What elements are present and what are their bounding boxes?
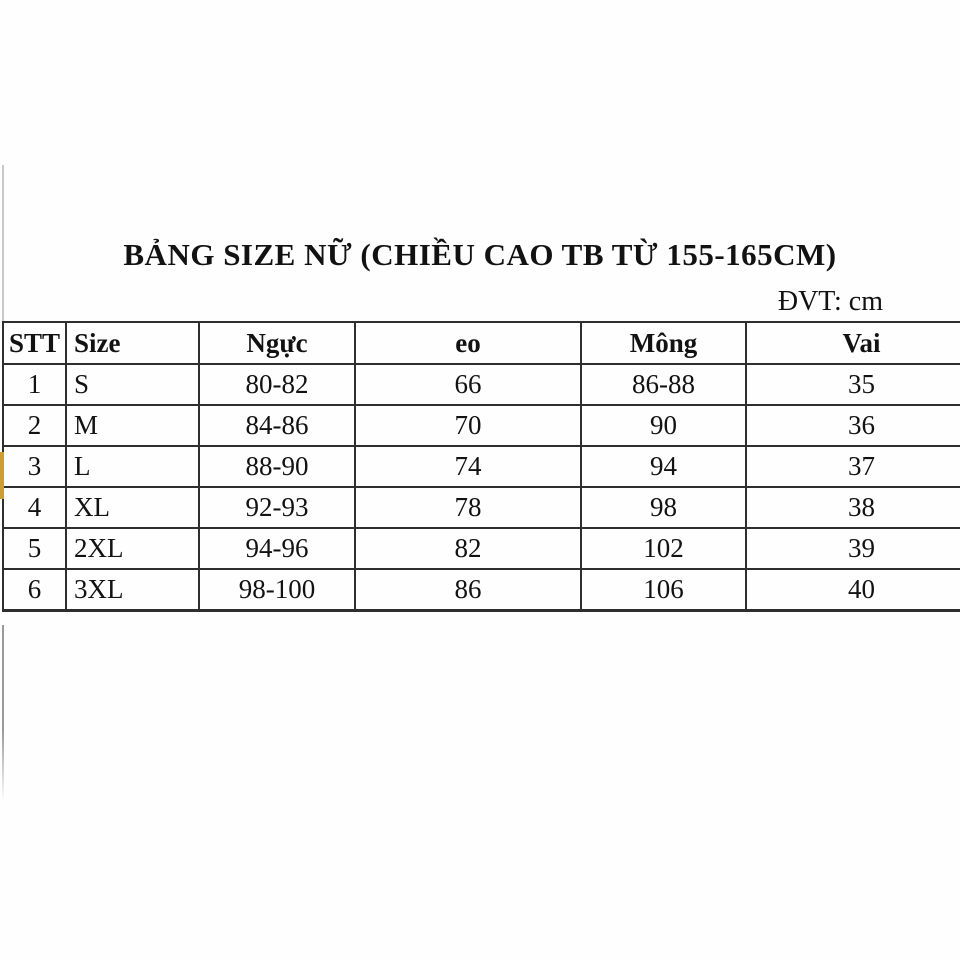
cell-stt: 4 [3, 487, 66, 528]
cell-mong: 98 [581, 487, 746, 528]
cell-eo: 82 [355, 528, 581, 569]
cell-eo: 66 [355, 364, 581, 405]
cell-mong: 86-88 [581, 364, 746, 405]
table-row [3, 405, 960, 446]
cell-vai: 40 [746, 569, 960, 611]
cell-eo: 70 [355, 405, 581, 446]
size-table-header [3, 322, 960, 364]
column-header-eo: eo [355, 322, 581, 364]
left-edge-faint-line-bottom [2, 625, 4, 801]
table-row [3, 528, 960, 569]
column-header-vai: Vai [746, 322, 960, 364]
header-row [3, 322, 960, 364]
column-header-stt: STT [3, 322, 66, 364]
cell-size: 3XL [66, 569, 199, 611]
cell-stt: 2 [3, 405, 66, 446]
left-edge-orange-mark [0, 452, 4, 499]
cell-size: M [66, 405, 199, 446]
size-table [2, 321, 960, 612]
cell-mong: 94 [581, 446, 746, 487]
page-title: BẢNG SIZE NỮ (CHIỀU CAO TB TỪ 155-165CM) [123, 237, 837, 272]
cell-size: XL [66, 487, 199, 528]
column-header-nguc: Ngực [199, 322, 355, 364]
cell-stt: 1 [3, 364, 66, 405]
cell-vai: 35 [746, 364, 960, 405]
cell-vai: 38 [746, 487, 960, 528]
table-row [3, 487, 960, 528]
cell-size: 2XL [66, 528, 199, 569]
cell-stt: 5 [3, 528, 66, 569]
cell-nguc: 94-96 [199, 528, 355, 569]
cell-eo: 78 [355, 487, 581, 528]
column-header-size: Size [66, 322, 199, 364]
cell-nguc: 84-86 [199, 405, 355, 446]
table-row [3, 364, 960, 405]
cell-nguc: 88-90 [199, 446, 355, 487]
table-row [3, 569, 960, 611]
size-table-body [3, 364, 960, 611]
cell-vai: 37 [746, 446, 960, 487]
cell-eo: 74 [355, 446, 581, 487]
cell-mong: 90 [581, 405, 746, 446]
cell-size: L [66, 446, 199, 487]
cell-size: S [66, 364, 199, 405]
cell-stt: 6 [3, 569, 66, 611]
column-header-mong: Mông [581, 322, 746, 364]
table-row [3, 446, 960, 487]
cell-nguc: 98-100 [199, 569, 355, 611]
cell-nguc: 92-93 [199, 487, 355, 528]
cell-mong: 106 [581, 569, 746, 611]
cell-nguc: 80-82 [199, 364, 355, 405]
cell-vai: 39 [746, 528, 960, 569]
cell-mong: 102 [581, 528, 746, 569]
cell-eo: 86 [355, 569, 581, 611]
unit-label: ĐVT: cm [777, 286, 883, 317]
cell-vai: 36 [746, 405, 960, 446]
cell-stt: 3 [3, 446, 66, 487]
